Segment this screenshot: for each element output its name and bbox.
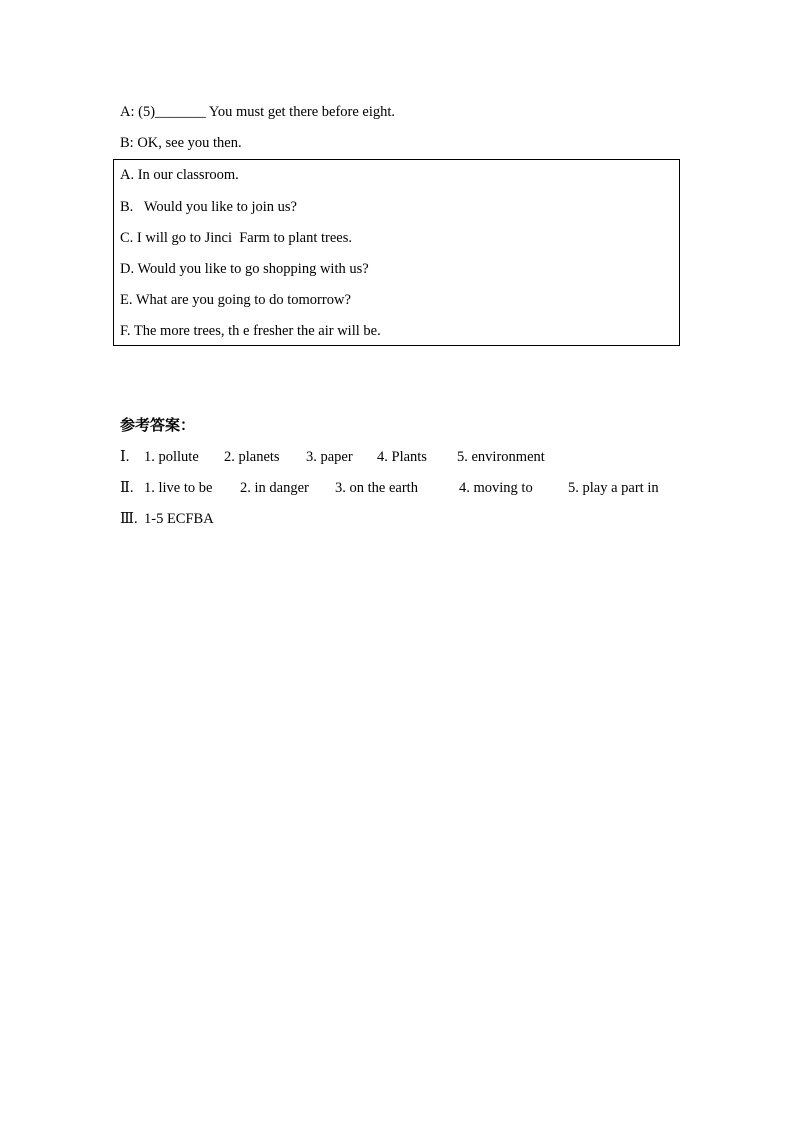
option-d: D. Would you like to go shopping with us? xyxy=(120,261,369,277)
answer-item: 2. planets xyxy=(224,449,280,465)
answer-item: 4. moving to xyxy=(459,480,533,496)
answer-item: 1. live to be xyxy=(144,480,213,496)
answer-item: 5. environment xyxy=(457,449,545,465)
option-c: C. I will go to Jinci Farm to plant trees. xyxy=(120,230,352,246)
answer-item: 3. on the earth xyxy=(335,480,418,496)
answer-section-2 xyxy=(120,479,700,499)
answer-section-1 xyxy=(120,448,700,468)
answer-section-3 xyxy=(120,510,700,530)
option-b: B. Would you like to join us? xyxy=(120,199,297,215)
option-e: E. What are you going to do tomorrow? xyxy=(120,292,351,308)
answer-item: 1-5 ECFBA xyxy=(144,511,214,527)
option-f: F. The more trees, th e fresher the air will be. xyxy=(120,323,381,339)
answer-item: 3. paper xyxy=(306,449,353,465)
section-2-numeral: Ⅱ. xyxy=(120,480,138,496)
dialogue-line-b: B: OK, see you then. xyxy=(120,135,242,151)
answer-item: 4. Plants xyxy=(377,449,427,465)
option-a: A. In our classroom. xyxy=(120,167,239,183)
options-box xyxy=(113,159,680,346)
answer-key-heading: 参考答案： xyxy=(120,416,196,434)
section-1-numeral: Ⅰ. xyxy=(120,449,133,465)
answer-item: 2. in danger xyxy=(240,480,309,496)
section-3-numeral: Ⅲ. xyxy=(120,511,142,527)
answer-item: 1. pollute xyxy=(144,449,199,465)
answer-item: 5. play a part in xyxy=(568,480,659,496)
dialogue-line-a: A: (5)_______ You must get there before eight. xyxy=(120,104,396,120)
